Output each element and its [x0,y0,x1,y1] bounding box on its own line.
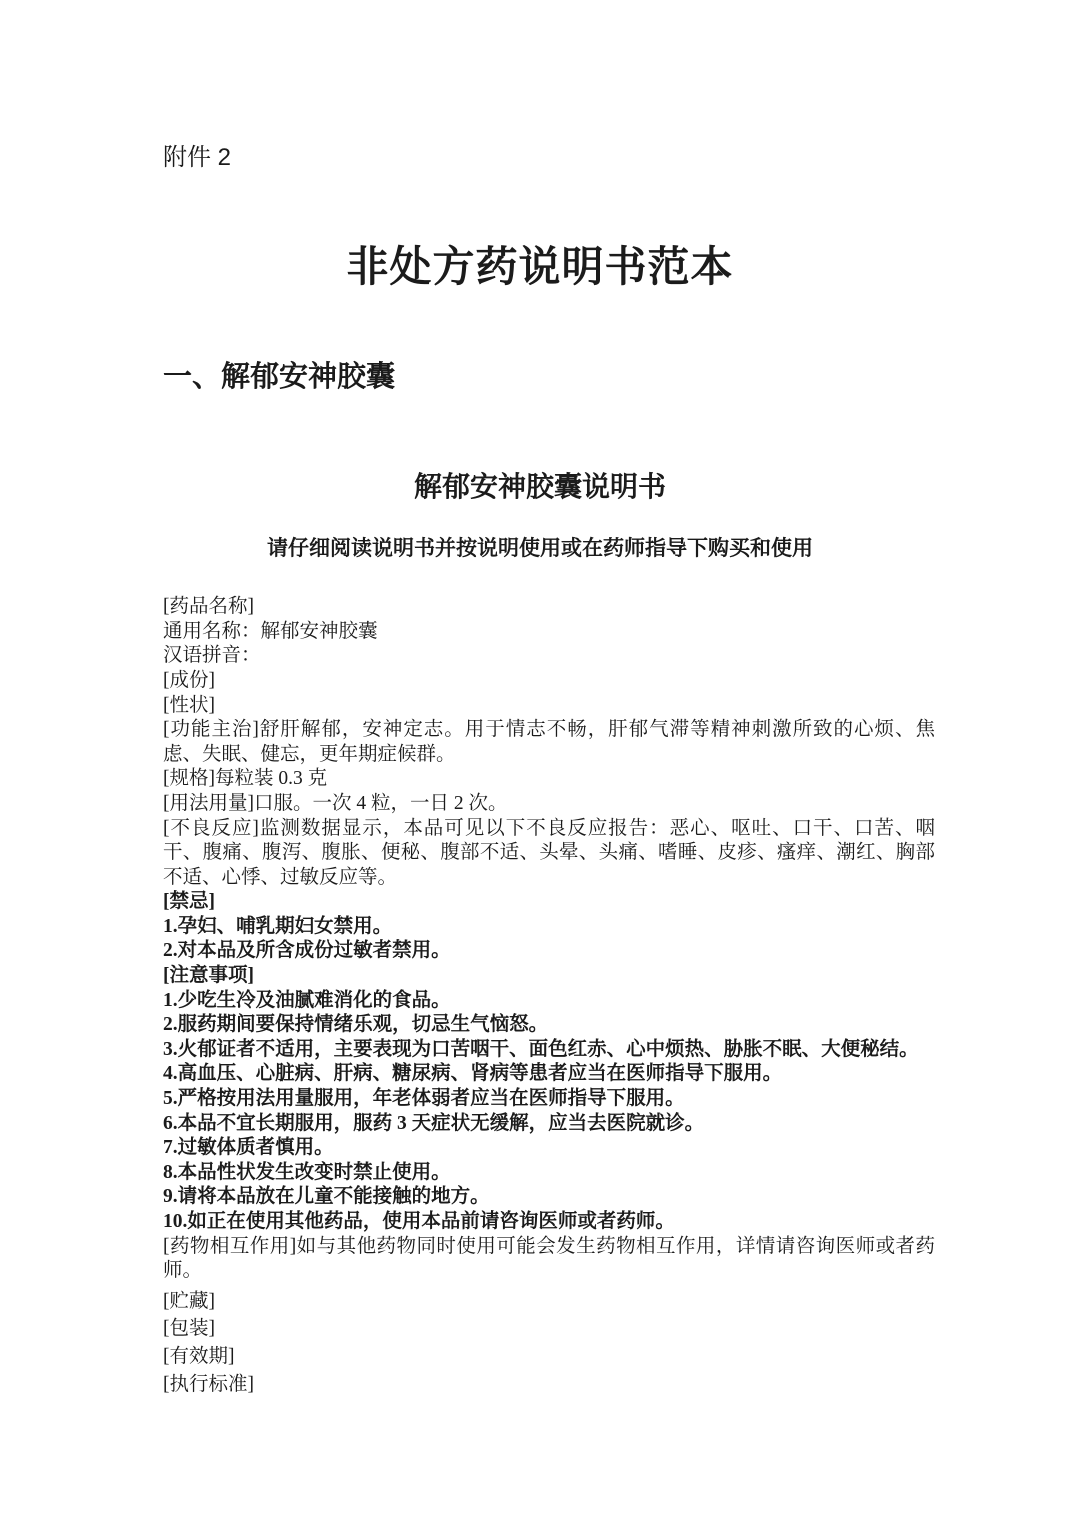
body-line: 7.过敏体质者慎用。 [163,1137,334,1159]
body-line: 10.如正在使用其他药品，使用本品前请咨询医师或者药师。 [163,1211,675,1233]
body-line: 1.孕妇、哺乳期妇女禁用。 [163,915,393,937]
body-line: 5.严格按用法用量服用，年老体弱者应当在医师指导下服用。 [163,1088,685,1110]
footer-line: [有效期] [163,1345,235,1367]
footer-line: [贮藏] [163,1290,215,1312]
footer-line: [执行标准] [163,1373,254,1395]
body-line: [规格]每粒装 0.3 克 [163,768,328,790]
section-heading: 一、解郁安神胶囊 [163,361,396,394]
body-line: 汉语拼音： [163,645,261,667]
insert-footer [163,1288,935,1398]
body-line: [性状] [163,694,215,716]
body-line: [成份] [163,669,215,691]
body-line: [药品名称] [163,596,254,618]
body-line: [功能主治]舒肝解郁，安神定志。用于情志不畅，肝郁气滞等精神刺激所致的心烦、焦虑、失眠、健忘，更年期症候群。 [163,719,935,765]
footer-line: [包装] [163,1318,215,1340]
body-line: 6.本品不宜长期服用，服药 3 天症状无缓解，应当去医院就诊。 [163,1112,705,1134]
body-line: [禁忌] [163,891,215,913]
body-line: 9.请将本品放在儿童不能接触的地方。 [163,1186,490,1208]
body-line: 4.高血压、心脏病、肝病、糖尿病、肾病等患者应当在医师指导下服用。 [163,1063,783,1085]
body-line: 通用名称：解郁安神胶囊 [163,620,378,642]
main-title: 非处方药说明书范本 [346,245,734,291]
body-line: [药物相互作用]如与其他药物同时使用可能会发生药物相互作用，详情请咨询医师或者药师。 [163,1235,935,1282]
body-line: 3.火郁证者不适用，主要表现为口苦咽干、面色红赤、心中烦热、胁胀不眠、大便秘结。 [163,1038,919,1060]
read-notice: 请仔细阅读说明书并按说明使用或在药师指导下购买和使用 [267,536,813,560]
body-line: 2.服药期间要保持情绪乐观，切忌生气恼怒。 [163,1014,549,1036]
body-line: 1.少吃生冷及油腻难消化的食品。 [163,989,451,1011]
insert-body [163,595,935,1284]
body-line: [注意事项] [163,965,254,987]
insert-title: 解郁安神胶囊说明书 [413,471,666,503]
attachment-label: 附件 2 [163,144,232,171]
body-line: [不良反应]监测数据显示，本品可见以下不良反应报告：恶心、呕吐、口干、口苦、咽干、腹痛、腹泻、腹胀、便秘、腹部不适、头晕、头痛、嗜睡、皮疹、瘙痒、潮红、胸部不适、心悸、过敏反应等。 [163,817,935,888]
body-line: 8.本品性状发生改变时禁止使用。 [163,1161,451,1183]
body-line: 2.对本品及所含成份过敏者禁用。 [163,940,451,962]
body-line: [用法用量]口服。一次 4 粒，一日 2 次。 [163,792,508,814]
